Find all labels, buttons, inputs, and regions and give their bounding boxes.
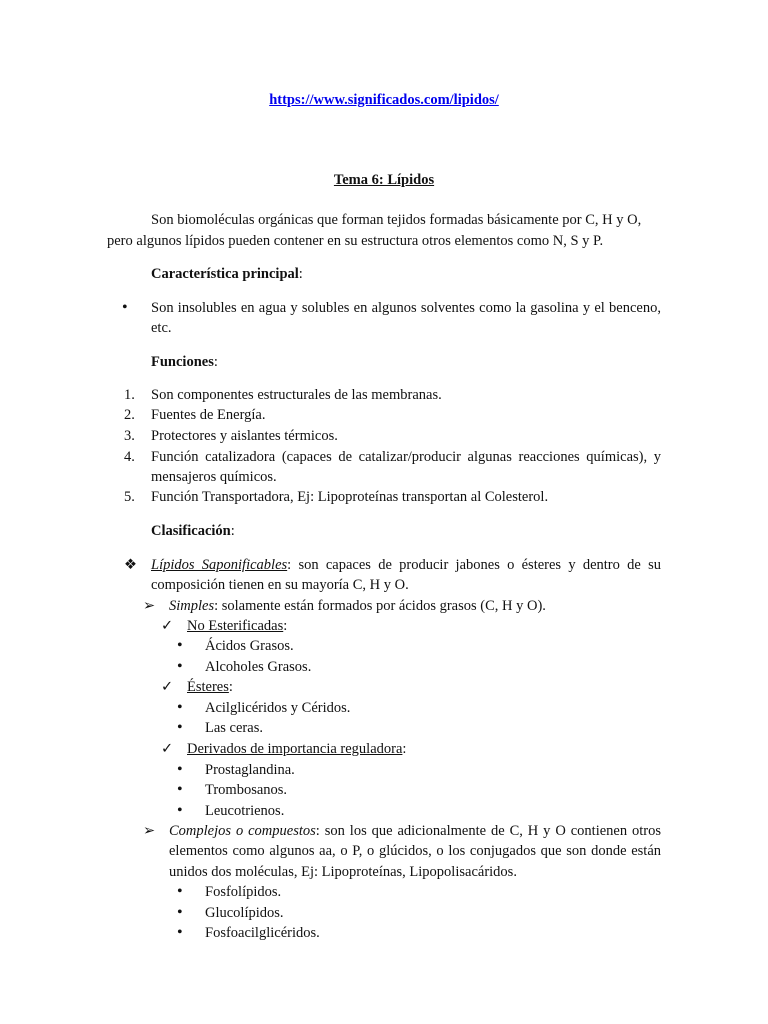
sub-item: Fosfoacilglicéridos. <box>205 925 320 941</box>
funcion-item: Fuentes de Energía. <box>151 407 266 423</box>
sub-item: Leucotrienos. <box>205 803 285 819</box>
page-title: Tema 6: Lípidos <box>333 172 435 188</box>
funcion-item: Son componentes estructurales de las membranas. <box>151 387 442 403</box>
sub-item: Ácidos Grasos. <box>205 638 294 654</box>
bullet-icon: • <box>177 719 183 736</box>
bullet-icon: • <box>177 658 183 675</box>
sub-item: Glucolípidos. <box>205 905 284 921</box>
bullet-icon: • <box>177 802 183 819</box>
bullet-icon: • <box>177 781 183 798</box>
sub-item: Acilglicéridos y Céridos. <box>205 700 351 716</box>
bullet-icon: • <box>177 924 183 941</box>
source-link[interactable]: https://www.significados.com/lipidos/ <box>269 92 499 108</box>
sub-item: Fosfolípidos. <box>205 884 282 900</box>
list-number: 2. <box>124 407 135 423</box>
bullet-icon: • <box>177 637 183 654</box>
caracteristica-heading: Característica principal: <box>151 266 303 282</box>
check-icon: ✓ <box>161 679 174 695</box>
list-number: 3. <box>124 428 135 444</box>
check-icon: ✓ <box>161 741 174 757</box>
intro-line-1: Son biomoléculas orgánicas que forman tejidos formadas básicamente por C, H y O, <box>151 212 642 228</box>
bullet-icon: • <box>122 299 128 316</box>
list-number: 4. <box>124 449 135 465</box>
list-number: 5. <box>124 489 135 505</box>
funciones-heading: Funciones: <box>151 354 218 370</box>
check-icon: ✓ <box>161 618 174 634</box>
funcion-item: Función catalizadora (capaces de catalizar/producir algunas reacciones químicas), y mensajeros químicos. <box>151 449 661 486</box>
sub-item: Las ceras. <box>205 720 263 736</box>
bullet-icon: • <box>177 699 183 716</box>
sub-item: Prostaglandina. <box>205 762 295 778</box>
clasificacion-heading: Clasificación: <box>151 523 235 539</box>
diamond-bullet-icon: ❖ <box>124 557 137 573</box>
funcion-item: Función Transportadora, Ej: Lipoproteínas transportan al Colesterol. <box>151 489 549 505</box>
list-number: 1. <box>124 387 135 403</box>
complejos-item: Complejos o compuestos: son los que adicionalmente de C, H y O contienen otros elementos como algunos aa, o P, o glúcidos, o los conjugados que son donde están unidos dos moléculas, Ej: Lipoproteínas, Lipopolisacáridos. <box>169 823 662 880</box>
sub-item: Alcoholes Grasos. <box>205 659 312 675</box>
caracteristica-item: Son insolubles en agua y solubles en algunos solventes como la gasolina y el benceno, etc. <box>151 300 661 337</box>
arrow-bullet-icon: ➢ <box>143 823 156 839</box>
funcion-item: Protectores y aislantes térmicos. <box>151 428 338 444</box>
arrow-bullet-icon: ➢ <box>143 598 156 614</box>
derivados-item: Derivados de importancia reguladora: <box>187 741 407 757</box>
bullet-icon: • <box>177 883 183 900</box>
saponificables-item: Lípidos Saponificables: son capaces de producir jabones o ésteres y dentro de su composición tienen en su mayoría C, H y O. <box>151 557 661 594</box>
simples-item: Simples: solamente están formados por ácidos grasos (C, H y O). <box>169 598 546 614</box>
no-esterificadas-item: No Esterificadas: <box>187 618 288 634</box>
bullet-icon: • <box>177 761 183 778</box>
sub-item: Trombosanos. <box>205 782 288 798</box>
bullet-icon: • <box>177 904 183 921</box>
intro-line-2: pero algunos lípidos pueden contener en su estructura otros elementos como N, S y P. <box>107 233 604 249</box>
esteres-item: Ésteres: <box>187 679 233 695</box>
